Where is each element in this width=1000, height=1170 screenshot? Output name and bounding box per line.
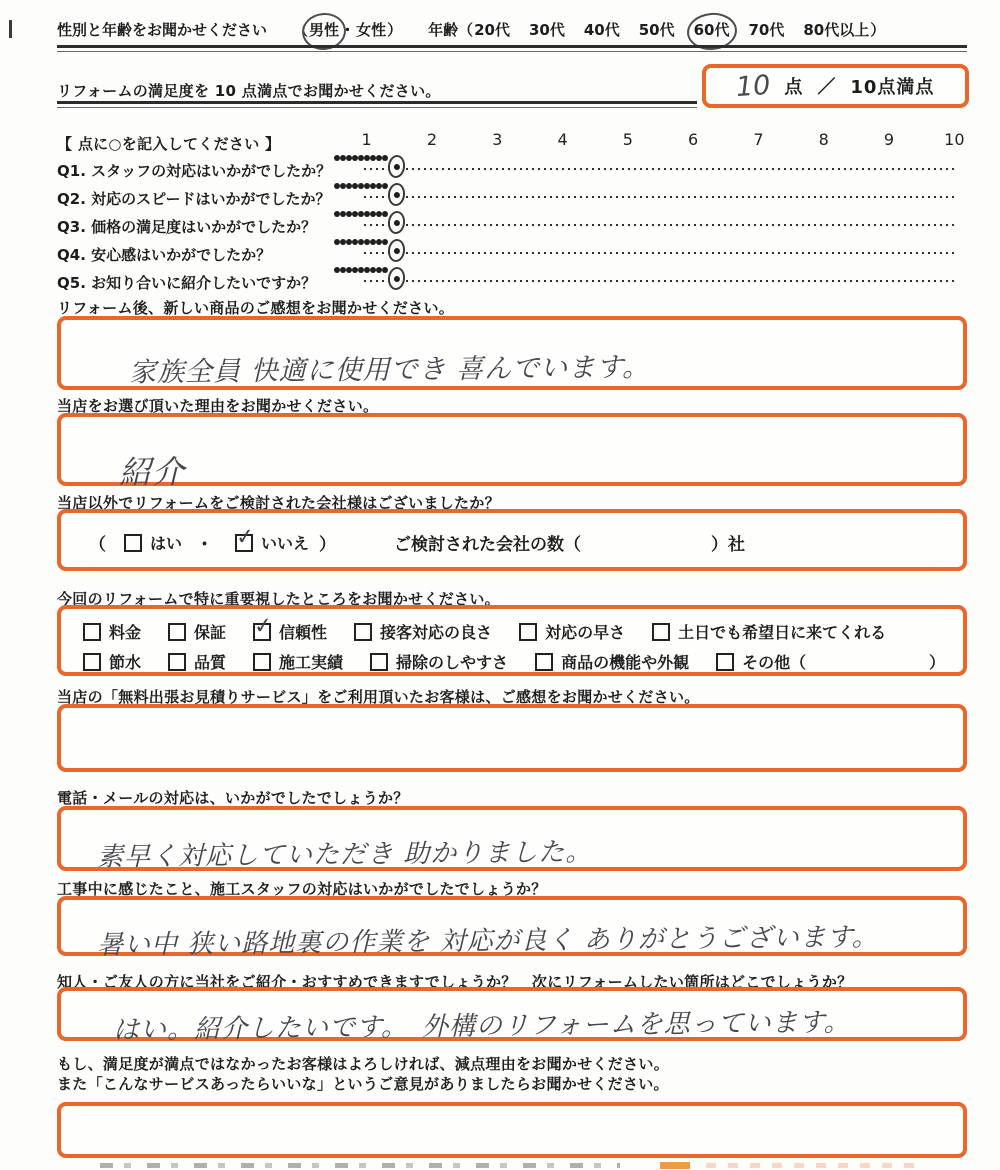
product-feedback-label: リフォーム後、新しい商品のご感想をお聞かせください。 <box>57 299 455 317</box>
priorities-label: 今回のリフォームで特に重要視したところをお聞かせください。 <box>57 590 500 608</box>
checkbox <box>83 653 101 671</box>
gender-age-question: 性別と年齢をお聞かせください <box>57 21 268 39</box>
age-option: 20代 <box>474 21 510 39</box>
priority-option-label: 料金 <box>109 623 142 642</box>
phone-mail-label: 電話・メールの対応は、いかがでしたでしょうか？ <box>57 789 409 807</box>
cutoff-orange-text-fragments <box>706 1163 916 1168</box>
scale-number: 3 <box>492 129 503 149</box>
score-max: 10点満点 <box>850 77 935 98</box>
age-options-group <box>428 19 885 40</box>
priority-option <box>253 650 343 673</box>
competitors-label: 当店以外でリフォームをご検討された会社様はございましたか？ <box>57 494 500 512</box>
competitors-answer-line <box>89 523 963 555</box>
gender-options-group <box>293 19 402 40</box>
checkbox <box>168 623 186 641</box>
satisfaction-divider <box>57 101 697 108</box>
competitors-option-yes <box>124 531 182 554</box>
checkbox <box>354 623 372 641</box>
priority-option-label: 施工実績 <box>279 653 344 672</box>
phone-mail-answer: 素早く対応していただき 助かりました。 <box>96 837 593 873</box>
score-handwritten-value: 10 <box>734 69 772 103</box>
scale-number: 7 <box>753 129 764 149</box>
phone-mail-box <box>57 806 967 871</box>
rating-dot <box>393 163 400 170</box>
scale-point <box>388 211 405 239</box>
checkmark: ✓ <box>252 612 274 640</box>
other-close-paren: ） <box>928 653 945 672</box>
rating-row <box>57 267 987 295</box>
scale-number: 8 <box>818 129 829 149</box>
selected-score-circle <box>387 266 406 291</box>
paren-close: ） <box>319 535 337 555</box>
rating-row <box>57 239 987 267</box>
scan-artifact <box>9 20 12 38</box>
priority-option <box>168 620 226 643</box>
priority-option <box>652 620 886 643</box>
yes-label: はい <box>150 534 183 553</box>
scale-point <box>388 155 405 183</box>
checkbox <box>535 653 553 671</box>
construction-answer: 暑い中 狭い路地裏の作業を 対応が良く ありがとうございます。 <box>96 922 879 961</box>
checkbox <box>253 653 271 671</box>
rating-question-label: Q2. 対応のスピードはいかがでしたか？ <box>57 190 331 208</box>
header-divider <box>57 45 967 52</box>
dotted-line <box>364 280 957 282</box>
age-label: 年齢（ <box>428 21 474 39</box>
rating-dot <box>393 247 400 254</box>
gender-option-male: 男性 <box>309 21 340 39</box>
score-unit: 点 <box>784 77 804 98</box>
paren-close: ） <box>387 21 403 39</box>
scale-number: 10 <box>944 129 965 149</box>
gender-age-row <box>57 19 885 40</box>
rating-row <box>57 211 987 239</box>
priority-option <box>716 650 806 673</box>
rating-question-label: Q3. 価格の満足度はいかがでしたか？ <box>57 218 317 236</box>
satisfaction-question: リフォームの満足度を 10 点満点でお聞かせください。 <box>57 82 441 100</box>
referral-label: 知人・ご友人の方に当社をご紹介・おすすめできますでしょうか？ 次にリフォームしたい箇所はどこでしょうか？ <box>57 973 853 991</box>
rating-row <box>57 155 987 183</box>
deduction-box <box>57 1102 967 1158</box>
scale-point <box>388 183 405 211</box>
yes-checkbox <box>124 534 142 552</box>
age-option: 50代 <box>638 21 675 39</box>
dotted-line <box>364 224 957 226</box>
scale-number: 1 <box>361 129 372 149</box>
score-slash: ／ <box>817 77 837 98</box>
product-feedback-box <box>57 316 967 390</box>
priority-option-label: 対応の早さ <box>545 623 626 642</box>
priority-option-label: 接客対応の良さ <box>380 623 493 642</box>
priority-option-label: 掃除のしやすさ <box>396 653 509 672</box>
dotted-line <box>364 168 957 170</box>
no-label: いいえ <box>261 534 310 553</box>
paren-close: ） <box>870 21 886 39</box>
choice-reason-box <box>57 413 967 492</box>
construction-label: 工事中に感じたこと、施工スタッフの対応はいかがでしたでしょうか？ <box>57 880 547 898</box>
age-options <box>473 19 870 40</box>
selected-score-circle <box>387 182 406 207</box>
rating-row <box>57 183 987 211</box>
priority-option <box>83 620 141 643</box>
rating-scale <box>334 183 987 211</box>
option-dot-separator: ・ <box>196 535 214 555</box>
priorities-row-1 <box>83 612 963 643</box>
priority-option <box>535 650 689 673</box>
gender-separator: ・ <box>340 21 356 39</box>
priority-option <box>252 612 328 643</box>
company-count-close: ）社 <box>711 535 746 555</box>
product-feedback-answer: 家族全員 快適に使用でき 喜んでいます。 <box>128 351 651 389</box>
scale-point <box>388 267 405 295</box>
rating-dot <box>393 219 400 226</box>
priorities-row-2 <box>83 650 945 673</box>
estimate-service-answer <box>101 723 963 732</box>
scale-number: 9 <box>883 129 895 149</box>
age-option: 60代 <box>693 21 730 39</box>
no-checkbox-checkmark: ✓ <box>234 523 256 551</box>
scale-number: 2 <box>426 129 438 149</box>
rating-dot <box>393 191 400 198</box>
priority-option-label: 商品の機能や外観 <box>561 653 690 672</box>
priority-option <box>168 650 226 673</box>
rating-scale <box>334 239 987 267</box>
checkbox <box>83 623 101 641</box>
priority-option-label: 信頼性 <box>279 623 328 642</box>
rating-scale-numbers <box>334 128 987 150</box>
rating-question-label: Q5. お知り合いに紹介したいですか？ <box>57 274 317 292</box>
priority-option <box>519 620 625 643</box>
referral-box <box>57 987 967 1046</box>
priority-option <box>370 650 508 673</box>
rating-question-label: Q4. 安心感はいかがでしたか？ <box>57 246 272 264</box>
cutoff-orange-mark <box>660 1162 690 1169</box>
company-count-value <box>581 542 711 543</box>
rating-dot <box>393 275 400 282</box>
checkbox <box>652 623 670 641</box>
selected-score-circle <box>387 154 406 179</box>
scale-number: 5 <box>622 129 633 149</box>
age-option: 30代 <box>528 21 565 39</box>
rating-scale <box>334 155 987 183</box>
estimate-service-label: 当店の「無料出張お見積りサービス」をご利用頂いたお客様は、ご感想をお聞かせください。 <box>57 688 700 706</box>
priority-option-label: 保証 <box>194 623 227 642</box>
dotted-line <box>364 196 957 198</box>
deduction-answer <box>101 1117 963 1126</box>
rating-question-label: Q1. スタッフの対応はいかがでしたか？ <box>57 162 332 180</box>
estimate-service-box <box>57 704 967 772</box>
rating-scale <box>334 267 987 295</box>
referral-answer: はい。紹介したいです。 外構のリフォームを思っています。 <box>112 1007 851 1046</box>
selected-score-circle <box>387 210 406 235</box>
priority-option-label: 土日でも希望日に来てくれる <box>678 623 887 642</box>
checkbox <box>519 623 537 641</box>
priority-option-label: その他（ <box>742 653 807 672</box>
age-option: 80代以上 <box>803 21 870 39</box>
choice-reason-answer: 紹介 <box>118 452 186 492</box>
scale-point <box>388 239 405 267</box>
checkbox <box>716 653 734 671</box>
deduction-label-line1: もし、満足度が満点ではなかったお客様はよろしければ、減点理由をお聞かせください。 <box>57 1055 670 1073</box>
selected-score-circle <box>387 238 406 263</box>
cutoff-text-fragments <box>100 1163 620 1168</box>
gender-option-female: 女性 <box>356 21 387 39</box>
competitors-box <box>57 509 967 571</box>
checkbox <box>252 612 274 641</box>
scale-number: 4 <box>557 129 568 149</box>
priorities-box <box>57 605 967 676</box>
priority-option-label: 品質 <box>194 653 227 672</box>
rating-rows <box>57 155 987 295</box>
priority-option <box>83 650 141 673</box>
no-checkbox <box>234 523 256 552</box>
rating-scale <box>334 211 987 239</box>
paren-open: （ <box>293 21 309 39</box>
checkbox <box>370 653 388 671</box>
competitors-option-no <box>234 523 310 554</box>
company-count-label: ご検討された会社の数（ <box>394 535 582 555</box>
paren-open: （ <box>89 535 106 555</box>
choice-reason-label: 当店をお選び頂いた理由をお聞かせください。 <box>57 397 379 415</box>
priority-option <box>354 620 492 643</box>
checkbox <box>168 653 186 671</box>
priority-option-label: 節水 <box>109 653 142 672</box>
scale-number: 6 <box>688 129 699 149</box>
construction-box <box>57 896 967 961</box>
age-option: 40代 <box>583 21 620 39</box>
rating-instruction: 【 点に○を記入してください 】 <box>57 135 281 153</box>
score-box <box>702 64 969 108</box>
age-option: 70代 <box>748 21 785 39</box>
deduction-label-line2: また「こんなサービスあったらいいな」というご意見がありましたらお聞かせください。 <box>57 1075 669 1093</box>
dotted-line <box>364 252 957 254</box>
